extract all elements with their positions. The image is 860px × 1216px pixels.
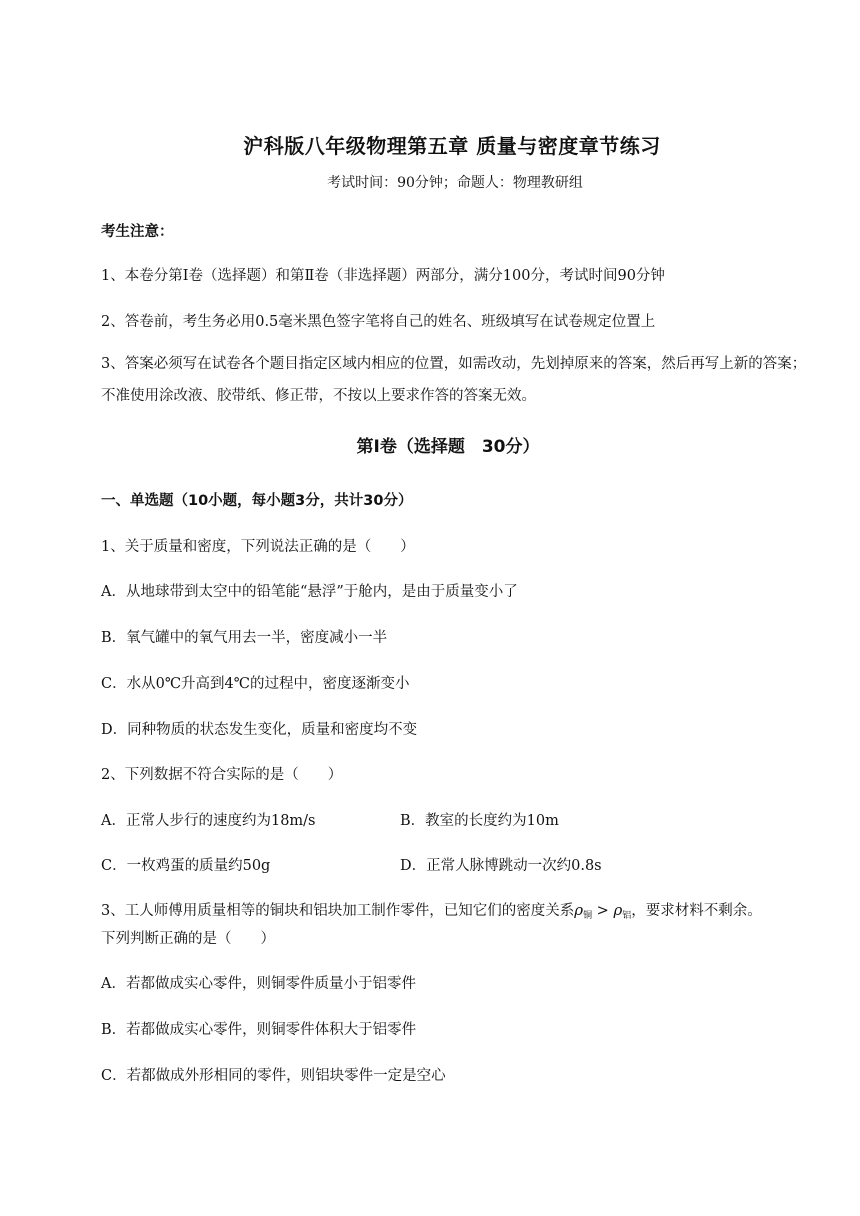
question-3-option-c: C．若都做成外形相同的零件，则铝块零件一定是空心 [101, 1068, 446, 1084]
question-1-option-d: D．同种物质的状态发生变化，质量和密度均不变 [101, 722, 418, 738]
notice-heading: 考生注意： [101, 224, 174, 240]
exam-title: 沪科版八年级物理第五章 质量与密度章节练习 [243, 134, 661, 158]
exam-subtitle: 考试时间：90分钟；命题人：物理教研组 [327, 175, 583, 191]
question-3-stem-text-a: 3、工人师傅用质量相等的铜块和铝块加工制作零件，已知它们的密度关系 [101, 903, 575, 919]
question-3-stem [101, 899, 762, 921]
density-symbol-aluminum: ρ [613, 901, 623, 919]
copper-subscript: 铜 [583, 911, 593, 921]
question-3-option-a: A．若都做成实心零件，则铜零件质量小于铝零件 [101, 976, 416, 992]
question-2-option-a: A．正常人步行的速度约为18m/s [101, 813, 316, 829]
aluminum-subscript: 铝 [622, 911, 632, 921]
question-1-option-c: C．水从0℃升高到4℃的过程中，密度逐渐变小 [101, 676, 410, 692]
question-1-stem: 1、关于质量和密度，下列说法正确的是（ ） [101, 539, 415, 555]
question-3-stem-text-b: ，要求材料不剩余。 [631, 903, 762, 919]
notice-item-1: 1、本卷分第Ⅰ卷（选择题）和第Ⅱ卷（非选择题）两部分，满分100分，考试时间90分钟 [101, 268, 665, 284]
section-title: 第Ⅰ卷（选择题 30分） [356, 437, 540, 457]
part-title: 一、单选题（10小题，每小题3分，共计30分） [101, 493, 413, 509]
question-2-option-c: C．一枚鸡蛋的质量约50g [101, 858, 271, 874]
question-3-stem-line-2: 下列判断正确的是（ ） [101, 931, 275, 947]
question-1-option-b: B．氧气罐中的氧气用去一半，密度减小一半 [101, 630, 388, 646]
question-2-stem: 2、下列数据不符合实际的是（ ） [101, 767, 343, 783]
question-1-option-a: A．从地球带到太空中的铅笔能“悬浮”于舱内，是由于质量变小了 [101, 584, 518, 600]
question-3-option-b: B．若都做成实心零件，则铜零件体积大于铝零件 [101, 1022, 417, 1038]
question-2-option-b: B．教室的长度约为10m [400, 813, 559, 829]
question-2-option-d: D．正常人脉博跳动一次约0.8s [400, 858, 602, 874]
density-symbol-copper: ρ [574, 901, 584, 919]
notice-item-2: 2、答卷前，考生务必用0.5毫米黑色签字笔将自己的姓名、班级填写在试卷规定位置上 [101, 314, 656, 330]
notice-item-3: 3、答案必须写在试卷各个题目指定区域内相应的位置，如需改动，先划掉原来的答案，然后再写上新的答案；不准使用涂改液、胶带纸、修正带，不按以上要求作答的答案无效。 [101, 356, 807, 404]
greater-than-sign: > [592, 903, 614, 919]
